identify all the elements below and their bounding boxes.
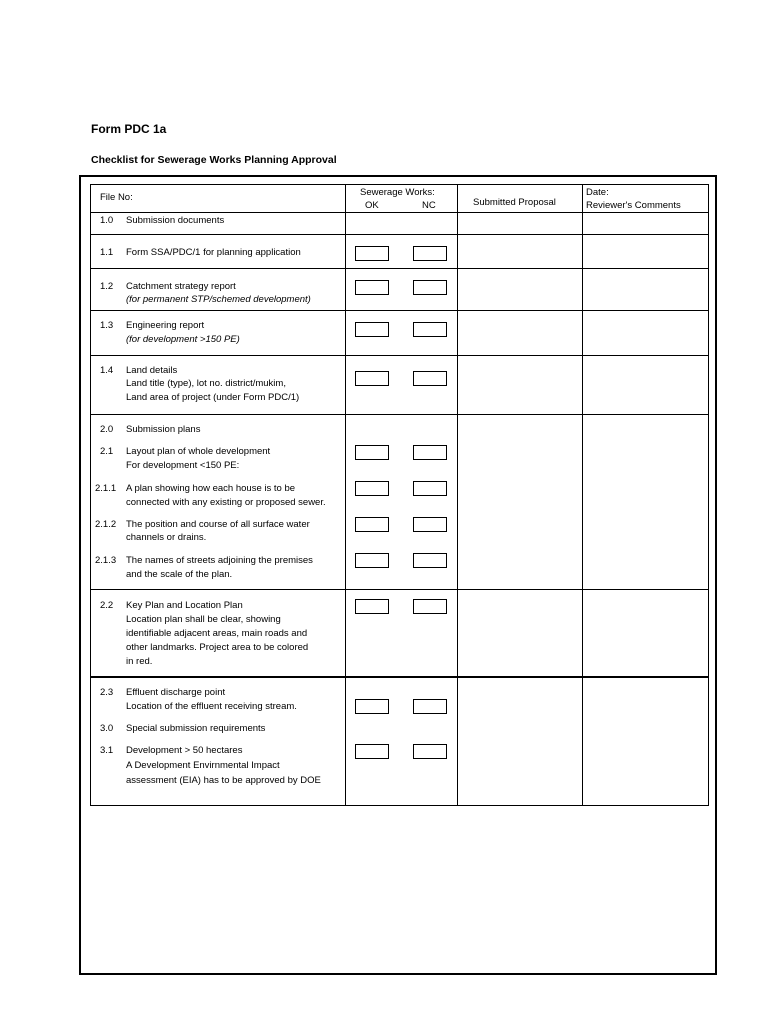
nc-checkbox[interactable] bbox=[413, 517, 447, 532]
table-right-border bbox=[708, 184, 709, 806]
nc-checkbox[interactable] bbox=[413, 744, 447, 759]
item-label: Development > 50 hectares bbox=[126, 745, 243, 756]
item-detail: identifiable adjacent areas, main roads and bbox=[126, 628, 308, 639]
ok-checkbox[interactable] bbox=[355, 699, 389, 714]
item-detail: other landmarks. Project area to be colored bbox=[126, 642, 309, 653]
ok-checkbox[interactable] bbox=[355, 445, 389, 460]
item-number: 1.3 bbox=[100, 320, 114, 331]
item-detail: connected with any existing or proposed sewer. bbox=[126, 497, 326, 508]
item-label: Key Plan and Location Plan bbox=[126, 600, 243, 611]
row-divider bbox=[90, 414, 709, 415]
item-label: The position and course of all surface water bbox=[126, 519, 310, 530]
nc-checkbox[interactable] bbox=[413, 699, 447, 714]
section-divider bbox=[90, 676, 709, 678]
ok-checkbox[interactable] bbox=[355, 246, 389, 261]
ok-checkbox[interactable] bbox=[355, 280, 389, 295]
nc-checkbox[interactable] bbox=[413, 322, 447, 337]
item-label: Special submission requirements bbox=[126, 723, 266, 734]
item-detail: Location of the effluent receiving stream. bbox=[126, 701, 297, 712]
column-divider-2 bbox=[457, 184, 458, 806]
item-number: 1.1 bbox=[100, 247, 114, 258]
item-number: 2.2 bbox=[100, 600, 114, 611]
nc-column-label: NC bbox=[422, 200, 436, 211]
nc-checkbox[interactable] bbox=[413, 371, 447, 386]
ok-checkbox[interactable] bbox=[355, 371, 389, 386]
column-divider-3 bbox=[582, 184, 583, 806]
item-number: 2.1 bbox=[100, 446, 114, 457]
header-divider bbox=[90, 212, 709, 213]
item-label: Engineering report bbox=[126, 320, 205, 331]
item-note: (for permanent STP/schemed development) bbox=[126, 294, 311, 305]
ok-checkbox[interactable] bbox=[355, 481, 389, 496]
date-label: Date: bbox=[586, 187, 609, 198]
row-divider bbox=[90, 589, 709, 590]
item-label: Catchment strategy report bbox=[126, 281, 236, 292]
nc-checkbox[interactable] bbox=[413, 481, 447, 496]
item-detail: Land title (type), lot no. district/mukim, bbox=[126, 378, 286, 389]
table-left-border bbox=[90, 184, 91, 806]
ok-checkbox[interactable] bbox=[355, 517, 389, 532]
item-label: The names of streets adjoining the premises bbox=[126, 555, 313, 566]
row-divider bbox=[90, 234, 709, 235]
nc-checkbox[interactable] bbox=[413, 280, 447, 295]
item-detail: channels or drains. bbox=[126, 532, 207, 543]
item-label: Form SSA/PDC/1 for planning application bbox=[126, 247, 301, 258]
file-no-label: File No: bbox=[100, 192, 133, 203]
item-detail: assessment (EIA) has to be approved by DOE bbox=[126, 775, 321, 786]
row-divider bbox=[90, 355, 709, 356]
item-detail: Land area of project (under Form PDC/1) bbox=[126, 392, 300, 403]
item-detail: and the scale of the plan. bbox=[126, 569, 233, 580]
ok-checkbox[interactable] bbox=[355, 553, 389, 568]
ok-column-label: OK bbox=[365, 200, 379, 211]
item-label: A plan showing how each house is to be bbox=[126, 483, 296, 494]
item-number: 2.3 bbox=[100, 687, 114, 698]
item-note: (for development >150 PE) bbox=[126, 334, 240, 345]
item-detail: Location plan shall be clear, showing bbox=[126, 614, 281, 625]
nc-checkbox[interactable] bbox=[413, 246, 447, 261]
item-label: Layout plan of whole development bbox=[126, 446, 271, 457]
item-number: 3.1 bbox=[100, 745, 114, 756]
form-subtitle: Checklist for Sewerage Works Planning Approval bbox=[91, 154, 337, 166]
ok-checkbox[interactable] bbox=[355, 322, 389, 337]
item-number: 2.1.2 bbox=[95, 519, 117, 530]
sewerage-works-label: Sewerage Works: bbox=[360, 187, 435, 198]
row-divider bbox=[90, 268, 709, 269]
reviewers-comments-label: Reviewer's Comments bbox=[586, 200, 681, 211]
item-number: 1.4 bbox=[100, 365, 114, 376]
item-label: Submission plans bbox=[126, 424, 201, 435]
item-number: 1.0 bbox=[100, 215, 114, 226]
ok-checkbox[interactable] bbox=[355, 744, 389, 759]
ok-checkbox[interactable] bbox=[355, 599, 389, 614]
item-number: 3.0 bbox=[100, 723, 114, 734]
item-detail: in red. bbox=[126, 656, 153, 667]
nc-checkbox[interactable] bbox=[413, 445, 447, 460]
submitted-proposal-label: Submitted Proposal bbox=[473, 197, 556, 208]
item-label: Land details bbox=[126, 365, 178, 376]
item-number: 2.0 bbox=[100, 424, 114, 435]
item-number: 2.1.1 bbox=[95, 483, 117, 494]
nc-checkbox[interactable] bbox=[413, 599, 447, 614]
item-detail: For development <150 PE: bbox=[126, 460, 240, 471]
item-number: 2.1.3 bbox=[95, 555, 117, 566]
nc-checkbox[interactable] bbox=[413, 553, 447, 568]
item-label: Submission documents bbox=[126, 215, 225, 226]
column-divider-1 bbox=[345, 184, 346, 806]
table-top-border bbox=[90, 184, 709, 185]
form-title: Form PDC 1a bbox=[91, 122, 167, 136]
item-number: 1.2 bbox=[100, 281, 114, 292]
item-detail: A Development Envirnmental Impact bbox=[126, 760, 280, 771]
row-divider bbox=[90, 310, 709, 311]
item-label: Effluent discharge point bbox=[126, 687, 226, 698]
table-bottom-border bbox=[90, 805, 709, 806]
